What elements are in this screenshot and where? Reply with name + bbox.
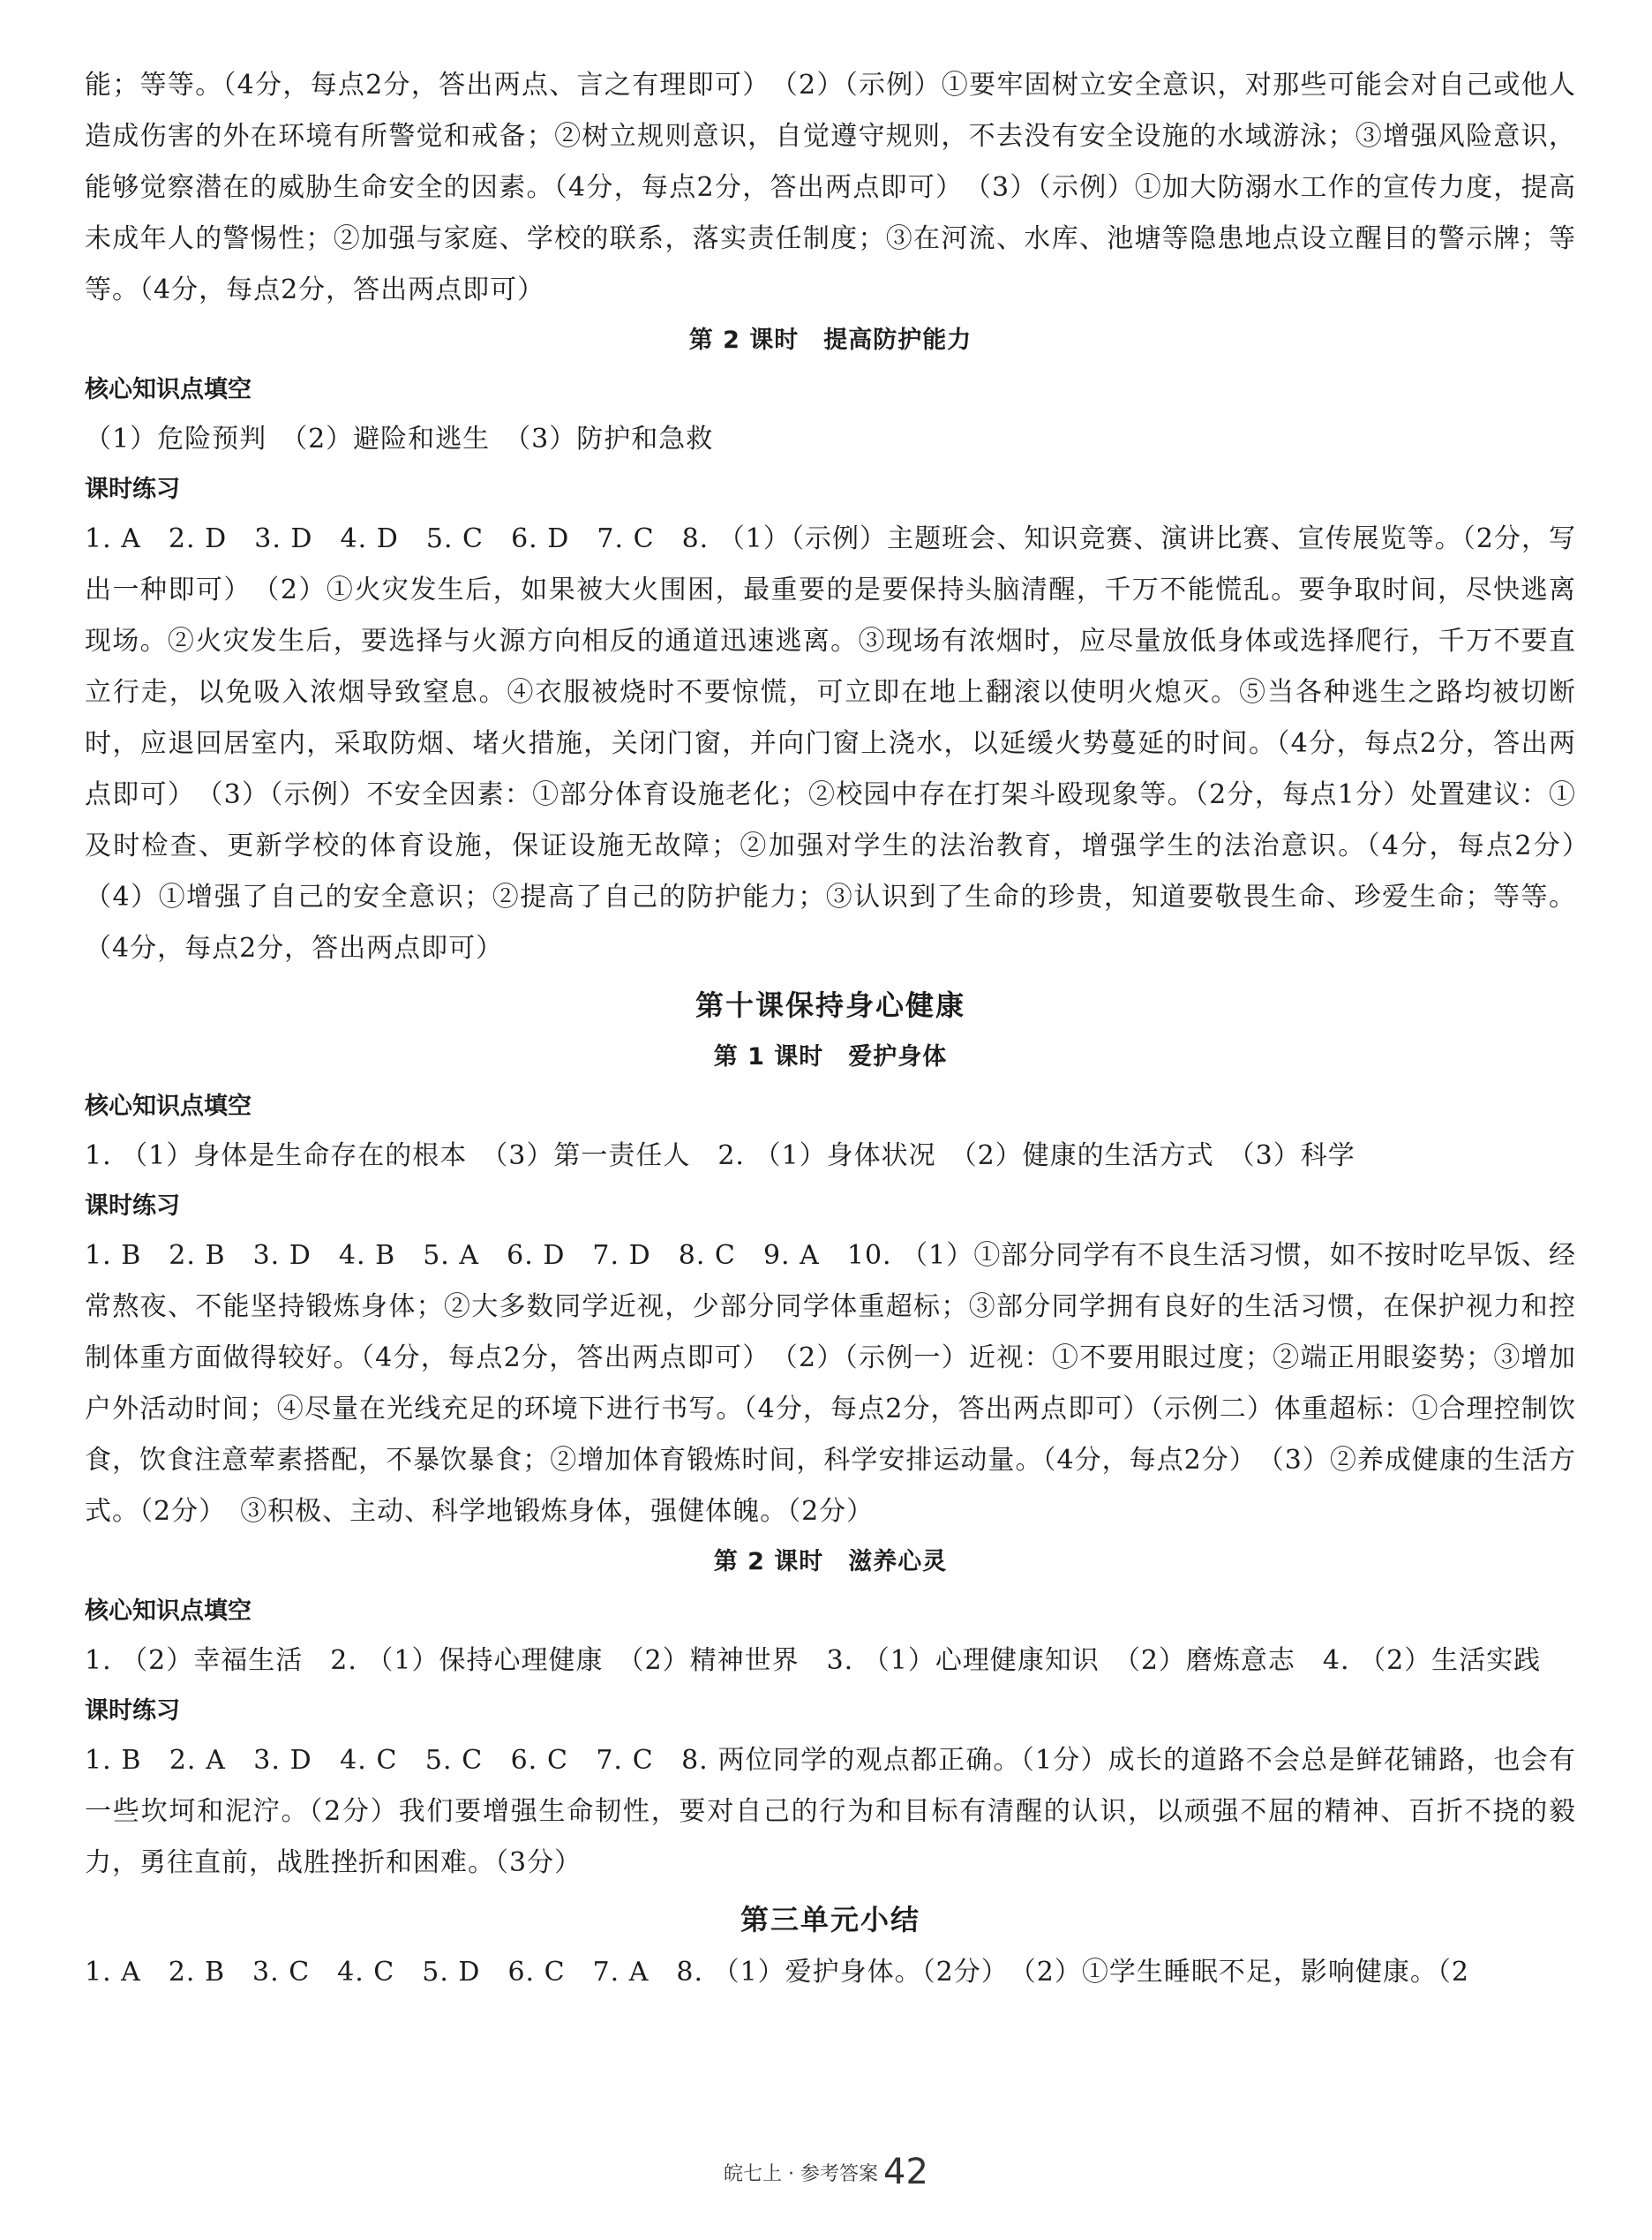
heading-title: 提高防护能力 bbox=[823, 327, 972, 354]
heading-title: 滋养心灵 bbox=[848, 1548, 948, 1575]
answer-paragraph: 1. （2）幸福生活 2. （1）保持心理健康 （2）精神世界 3. （1）心理健康知识 （2）磨炼意志 4. （2）生活实践 bbox=[85, 1645, 1542, 1676]
section-label: 课时练习 bbox=[85, 476, 180, 503]
answer-paragraph: 1. B 2. B 3. D 4. B 5. A 6. D 7. D 8. C 9. A 10. （1）①部分同学有不良生活习惯，如不按时吃早饭、经常熬夜、不能坚持锻炼身体；②大多数同学近视，少部分同学体重超标；③部分同学拥有良好的生活习惯，在保护视力和控制体重方面做得较好。（4分，每点2分，答出两点即可） （2）（示例一）近视：①不要用眼过度；②端正用眼姿势；③增加户外活动时间；④尽量在光线充足的环境下进行书写。（4分，每点2分，答出两点即可）（示例二）体重超标：①合理控制饮食，饮食注意荤素搭配，不暴饮暴食；②增加体育锻炼时间，科学安排运动量。（4分，每点2分） （3）②养成健康的生活方式。（2分） ③积极、主动、科学地锻炼身体，强健体魄。（2分） bbox=[85, 1240, 1576, 1527]
answer-paragraph: 能；等等。（4分，每点2分，答出两点、言之有理即可） （2）（示例）①要牢固树立安全意识，对那些可能会对自己或他人造成伤害的外在环境有所警觉和戒备；②树立规则意识，自觉遵守规则，不去没有安全设施的水域游泳；③增强风险意识，能够觉察潜在的威胁生命安全的因素。（4分，每点2分，答出两点即可） （3）（示例）①加大防溺水工作的宣传力度，提高未成年人的警惕性；②加强与家庭、学校的联系，落实责任制度；③在河流、水库、池塘等隐患地点设立醒目的警示牌；等等。（4分，每点2分，答出两点即可） bbox=[85, 70, 1576, 305]
answer-paragraph: （1）危险预判 （2）避险和逃生 （3）防护和急救 bbox=[85, 424, 714, 455]
heading-number: 第 1 课时 bbox=[713, 1043, 824, 1071]
page-content bbox=[85, 60, 1603, 1998]
section-label: 课时练习 bbox=[85, 1697, 180, 1725]
lesson-heading bbox=[85, 1892, 1576, 1947]
heading-title: 爱护身体 bbox=[848, 1043, 948, 1071]
page-number: 42 bbox=[883, 2152, 928, 2192]
section-label: 课时练习 bbox=[85, 1192, 180, 1220]
section-label: 核心知识点填空 bbox=[85, 376, 252, 403]
answer-paragraph: 1. A 2. B 3. C 4. C 5. D 6. C 7. A 8. （1）爱护身体。（2分） （2）①学生睡眠不足，影响健康。（2 bbox=[85, 1957, 1469, 1988]
period-heading bbox=[85, 1537, 1576, 1587]
page-footer bbox=[0, 2152, 1652, 2192]
period-heading bbox=[85, 1033, 1576, 1082]
lesson-heading bbox=[85, 978, 1576, 1033]
heading-number: 第十课 bbox=[695, 988, 785, 1022]
section-label: 核心知识点填空 bbox=[85, 1093, 252, 1120]
heading-number: 第 2 课时 bbox=[688, 327, 800, 354]
heading-number: 第三单元小结 bbox=[740, 1903, 920, 1936]
section-label: 核心知识点填空 bbox=[85, 1597, 252, 1625]
answer-paragraph: 1. （1）身体是生命存在的根本 （3）第一责任人 2. （1）身体状况 （2）健康的生活方式 （3）科学 bbox=[85, 1140, 1355, 1171]
answer-paragraph: 1. B 2. A 3. D 4. C 5. C 6. C 7. C 8. 两位同学的观点都正确。（1分）成长的道路不会总是鲜花铺路，也会有一些坎坷和泥泞。（2分）我们要增强生命韧性，要对自己的行为和目标有清醒的认识，以顽强不屈的精神、百折不挠的毅力，勇往直前，战胜挫折和困难。（3分） bbox=[85, 1745, 1576, 1878]
period-heading bbox=[85, 316, 1576, 365]
answer-paragraph: 1. A 2. D 3. D 4. D 5. C 6. D 7. C 8. （1）（示例）主题班会、知识竞赛、演讲比赛、宣传展览等。（2分，写出一种即可） （2）①火灾发生后，如果被大火围困，最重要的是要保持头脑清醒，千万不能慌乱。要争取时间，尽快逃离现场。②火灾发生后，要选择与火源方向相反的通道迅速逃离。③现场有浓烟时，应尽量放低身体或选择爬行，千万不要直立行走，以免吸入浓烟导致窒息。④衣服被烧时不要惊慌，可立即在地上翻滚以使明火熄灭。⑤当各种逃生之路均被切断时，应退回居室内，采取防烟、堵火措施，关闭门窗，并向门窗上浇水，以延缓火势蔓延的时间。（4分，每点2分，答出两点即可） （3）（示例）不安全因素：①部分体育设施老化；②校园中存在打架斗殴现象等。（2分，每点1分）处置建议：①及时检查、更新学校的体育设施，保证设施无故障；②加强对学生的法治教育，增强学生的法治意识。（4分，每点2分） （4）①增强了自己的安全意识；②提高了自己的防护能力；③认识到了生命的珍贵，知道要敬畏生命、珍爱生命；等等。（4分，每点2分，答出两点即可） bbox=[85, 523, 1603, 964]
heading-number: 第 2 课时 bbox=[713, 1548, 824, 1575]
heading-title: 保持身心健康 bbox=[785, 988, 966, 1022]
footer-label: 皖七上 · 参考答案 bbox=[724, 2163, 879, 2185]
